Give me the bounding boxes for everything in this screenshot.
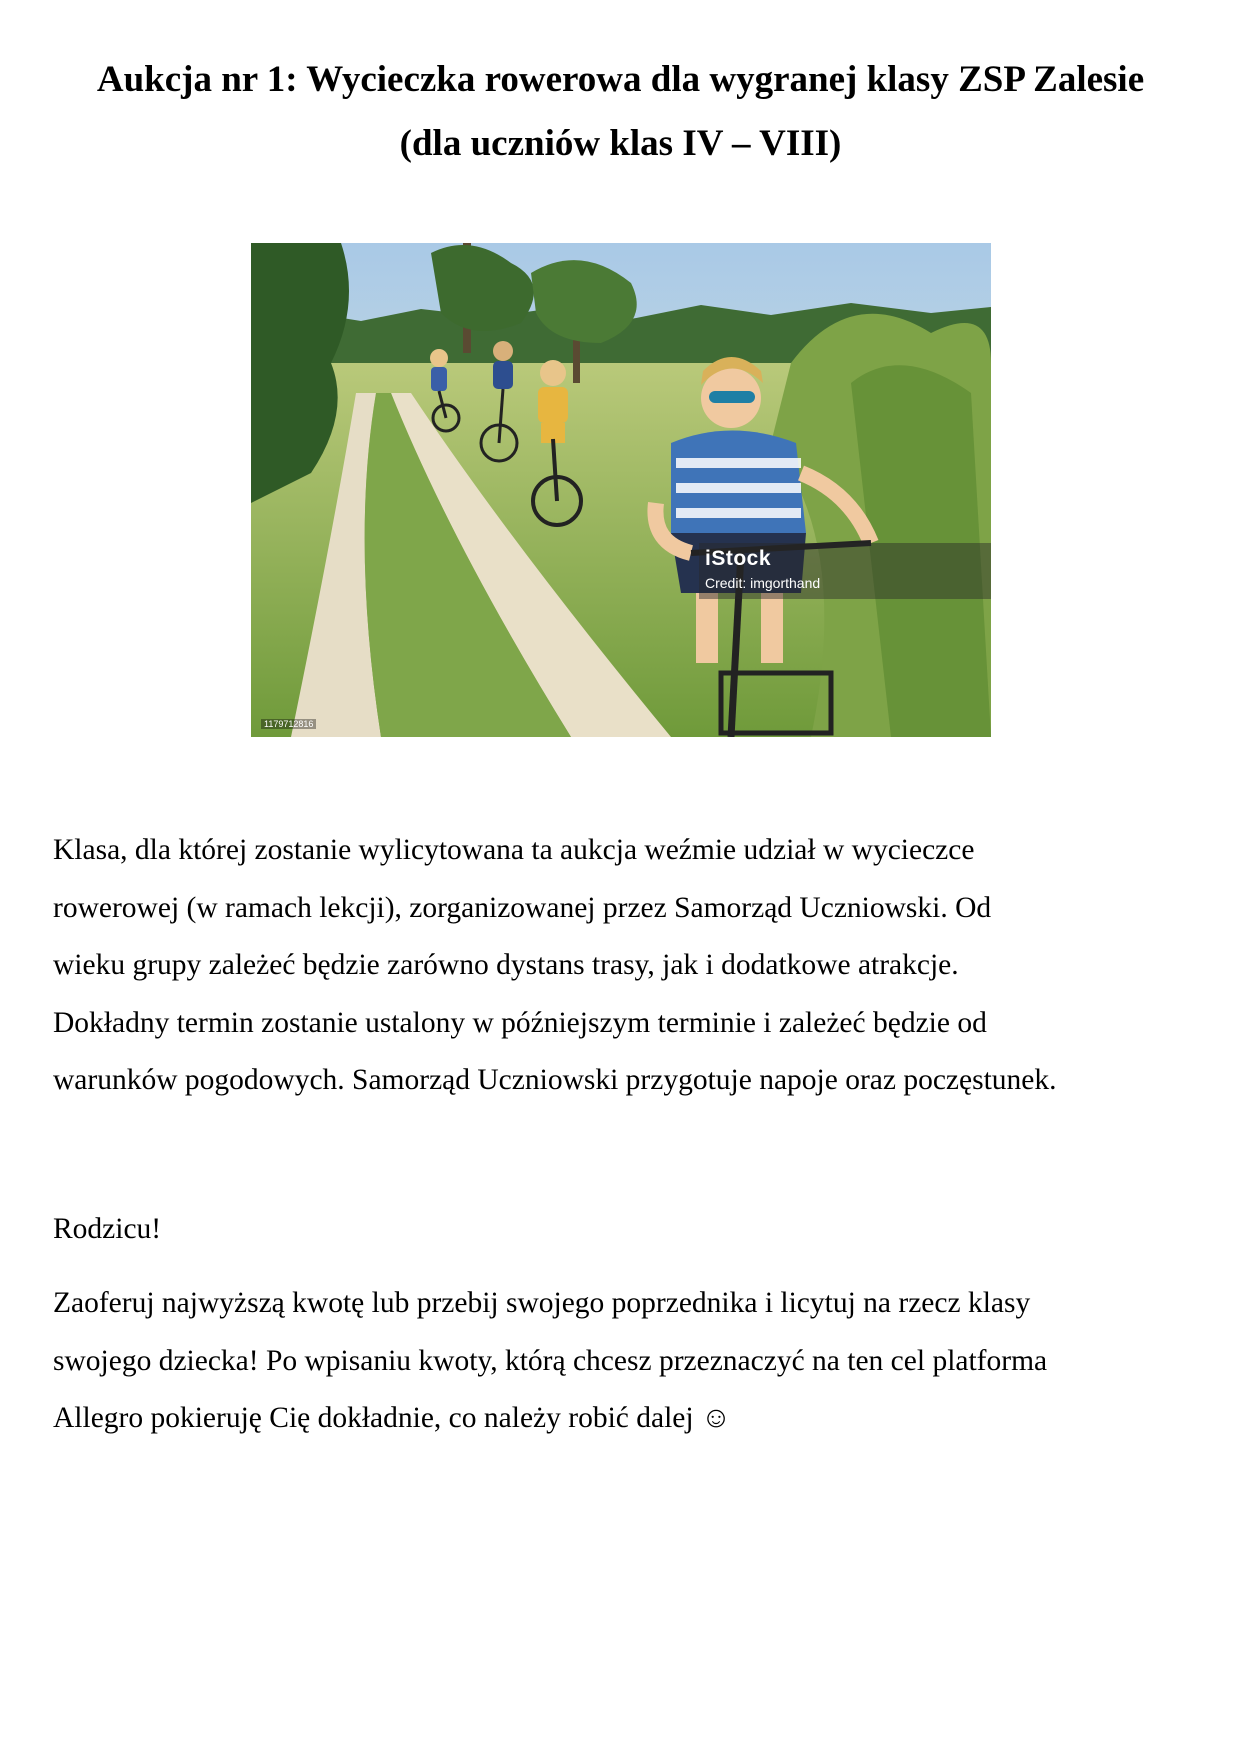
- cycling-children-photo: [251, 243, 991, 737]
- stock-watermark: [699, 543, 991, 599]
- auction-description: [53, 822, 1203, 1110]
- description-line: rowerowej (w ramach lekcji), zorganizowanej przez Samorząd Uczniowski. Od: [53, 891, 992, 924]
- description-line: Dokładny termin zostanie ustalony w późniejszym terminie i zależeć będzie od: [53, 1006, 987, 1039]
- description-line: wieku grupy zależeć będzie zarówno dystans trasy, jak i dodatkowe atrakcje.: [53, 949, 959, 981]
- watermark-credit: Credit: imgorthand: [705, 575, 821, 591]
- description-line: Klasa, dla której zostanie wylicytowana ta aukcja weźmie udział w wycieczce: [53, 834, 975, 866]
- photo-illustration: [251, 243, 991, 737]
- call-line: Allegro pokieruję Cię dokładnie, co należy robić dalej ☺: [53, 1402, 732, 1434]
- title-line-2: (dla uczniów klas IV – VIII): [399, 123, 842, 164]
- page-title: [0, 48, 1241, 176]
- title-line-1: Aukcja nr 1: Wycieczka rowerowa dla wygranej klasy ZSP Zalesie: [96, 59, 1145, 100]
- description-line: warunków pogodowych. Samorząd Uczniowski przygotuje napoje oraz poczęstunek.: [53, 1064, 1057, 1096]
- greeting: Rodzicu!: [53, 1213, 162, 1245]
- call-line: Zaoferuj najwyższą kwotę lub przebij swojego poprzednika i licytuj na rzecz klasy: [53, 1287, 1031, 1319]
- call-line: swojego dziecka! Po wpisaniu kwoty, którą chcesz przeznaczyć na ten cel platforma: [53, 1344, 1048, 1377]
- watermark-brand: iStock: [705, 547, 772, 570]
- photo-id-label: 1179712816: [261, 719, 316, 729]
- call-to-action: [53, 1275, 1203, 1448]
